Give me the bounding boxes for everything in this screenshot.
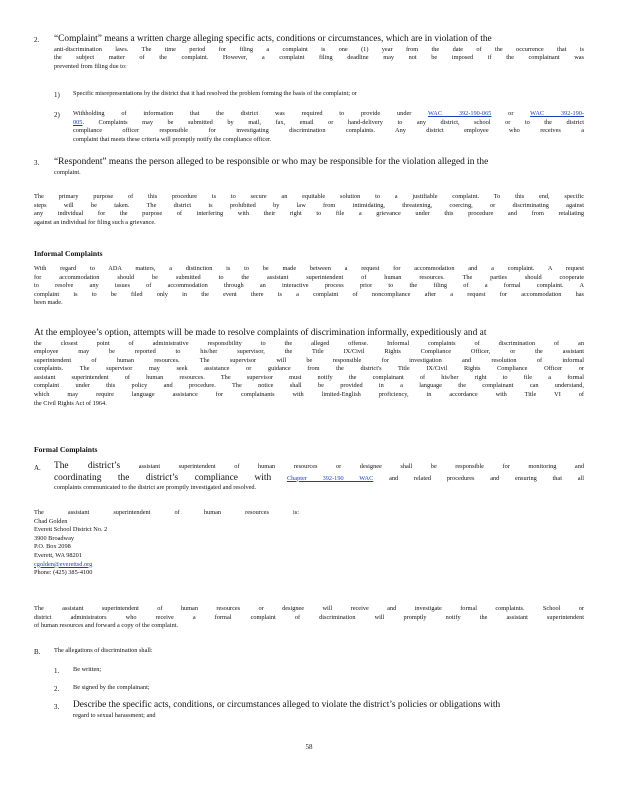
paragraph-lead: At the employee’s option, attempts will be made to resolve complaints of discrimination informally, expeditiously and at xyxy=(34,328,487,338)
list-item xyxy=(73,700,584,720)
item-letter: A. xyxy=(34,464,41,472)
contact-email-link[interactable]: cgolden@everettsd.org xyxy=(34,560,93,568)
paragraph-line: for accommodation should be submitted to the assistant superintendent of human resources. The parties should cooperate xyxy=(34,273,584,281)
definition-line: complaint. xyxy=(54,168,81,176)
list-item-text: regard to sexual harassment; and xyxy=(73,711,156,719)
sub-item-number: 2) xyxy=(54,111,60,119)
sub-text: compliance officer responsible for investigating discrimination complaints. Any district employee who receives a xyxy=(73,127,584,135)
list-item: Be written; xyxy=(73,666,102,673)
paragraph-line: district administrators who receive a formal complaint of discrimination will promptly notify the assistant superintendent xyxy=(34,613,584,621)
item-text: and related procedures and ensuring that all xyxy=(389,474,585,482)
sub-item-number: 1) xyxy=(54,91,60,99)
informal-paragraph xyxy=(34,328,584,408)
paragraph-line: The primary purpose of this procedure is to secure an equitable solution to a justifiable complaint. To this end, specific xyxy=(34,193,584,200)
definition-lead: “Respondent” means the person alleged to be responsible or who may be responsible for the violation alleged in the xyxy=(54,157,489,167)
respondent-definition xyxy=(54,157,584,177)
contact-phone: Phone: (425) 385-4100 xyxy=(34,569,93,577)
paragraph-line: of human resources and forward a copy of the complaint. xyxy=(34,622,179,630)
definition-lead: “Complaint” means a written charge alleging specific acts, conditions or circumstances, which are in violation of the xyxy=(54,34,492,44)
complaint-definition xyxy=(54,34,584,71)
sub-item-text: Specific misrepresentations by the district that it had resolved the problem forming the basis of the complaint; or xyxy=(73,90,357,97)
paragraph-line: The assistant superintendent of human resources or designee will receive and investigate formal complaints. School or xyxy=(34,605,584,612)
contact-block xyxy=(34,509,334,578)
list-item-lead: Describe the specific acts, conditions, or circumstances alleged to violate the district’s policies or obligations with xyxy=(73,700,501,710)
paragraph-line: employee may be reported to his/her supervisor, the Title IX/Civil Rights Compliance Officer, or the assistant xyxy=(34,348,584,356)
paragraph-line: to resolve any issues of accommodation through an interactive process prior to the filing of a formal complaint. A xyxy=(34,282,584,290)
item-letter: B. xyxy=(34,648,41,656)
purpose-paragraph xyxy=(34,193,584,227)
definition-line: the subject matter of the complaint. However, a complaint filing deadline may not be imposed if the complainant was xyxy=(54,54,584,62)
formal-heading: Formal Complaints xyxy=(34,445,98,454)
sub-text: Withholding of information that the district was required to provide under xyxy=(73,110,412,117)
wac-link[interactable]: WAC 392-190-065 xyxy=(428,110,492,117)
paragraph-line: the Civil Rights Act of 1964. xyxy=(34,399,107,407)
sub-text: complaint that meets these criteria will promptly notify the compliance officer. xyxy=(73,135,272,143)
item-lead: coordinating the district’s compliance with xyxy=(54,472,272,483)
contact-city: Everett, WA 98201 xyxy=(34,551,82,559)
paragraph-line: any individual for the purpose of interfering with their right to file a grievance under this procedure and from retaliating xyxy=(34,210,584,218)
page-number: 58 xyxy=(305,743,313,751)
contact-org: Everett School District No. 2 xyxy=(34,526,108,534)
receive-paragraph xyxy=(34,605,584,631)
paragraph-line: assistant superintendent of human resources. The supervisor must notify the complainant of his/her right to file a formal xyxy=(34,373,584,381)
paragraph-line: complaint is to be filed only in the event there is a complaint of noncompliance after a request for accommodation has xyxy=(34,290,584,298)
sub-item-text xyxy=(73,110,584,144)
sub-text: . Complaints may be submitted by mail, fax, email or hand-delivery to any district, school or to the district xyxy=(82,118,584,126)
contact-street: 3900 Broadway xyxy=(34,534,75,542)
definition-line: anti-discrimination laws. The time period for filing a complaint is one (1) year from the date of the occurrence that is xyxy=(54,45,584,53)
sub-text: or xyxy=(508,110,514,117)
item-lead: The district’s xyxy=(54,461,121,471)
paragraph-line: superintendent of human resources. The supervisor will be responsible for investigation and resolution of informal xyxy=(34,356,584,364)
list-number: 2. xyxy=(54,685,60,693)
paragraph-line: With regard to ADA matters, a distinction is to be made between a request for accommodation and a complaint. A request xyxy=(34,265,584,272)
paragraph-line: against an individual for filing such a grievance. xyxy=(34,218,156,226)
accommodation-paragraph xyxy=(34,265,584,308)
wac-link[interactable]: 005 xyxy=(73,118,83,126)
definition-line: prevented from filing due to: xyxy=(54,62,127,70)
list-item: Be signed by the complainant; xyxy=(73,684,150,691)
list-number: 3. xyxy=(54,703,60,711)
list-number: 1. xyxy=(54,667,60,675)
formal-item-b: The allegations of discrimination shall: xyxy=(54,647,153,654)
paragraph-line: complaints. The supervisor may seek assistance or guidance from the district's Title IX/Civil Rights Compliance Officer or xyxy=(34,365,584,373)
paragraph-line: been made. xyxy=(34,299,63,307)
paragraph-line: which may require language assistance for complainants with limited-English proficiency, in accordance with Title VI of xyxy=(34,391,584,399)
item-text: complaints communicated to the district are promptly investigated and resolved. xyxy=(54,484,257,491)
contact-po: P.O. Box 2098 xyxy=(34,543,71,551)
paragraph-line: complaint under this policy and procedure. The notice shall be provided in a language the complainant can understand, xyxy=(34,382,584,390)
item-number: 2. xyxy=(34,36,40,44)
formal-item-a xyxy=(54,461,584,493)
item-number: 3. xyxy=(34,159,40,167)
wac-link[interactable]: WAC 392-190- xyxy=(530,110,584,117)
contact-intro: The assistant superintendent of human resources is: xyxy=(34,509,299,516)
paragraph-line: steps will be taken. The district is prohibited by law from intimidating, threatening, coercing, or discriminating against xyxy=(34,201,584,209)
wac-chapter-link[interactable]: Chapter 392-190 WAC xyxy=(286,474,374,482)
item-text: assistant superintendent of human resources or designee shall be responsible for monitoring and xyxy=(138,463,585,470)
informal-heading: Informal Complaints xyxy=(34,249,103,258)
paragraph-line: the closest point of administrative responsibility to the alleged offense. Informal complaints of discrimination of an xyxy=(34,339,584,347)
contact-name: Chad Golden xyxy=(34,517,68,525)
